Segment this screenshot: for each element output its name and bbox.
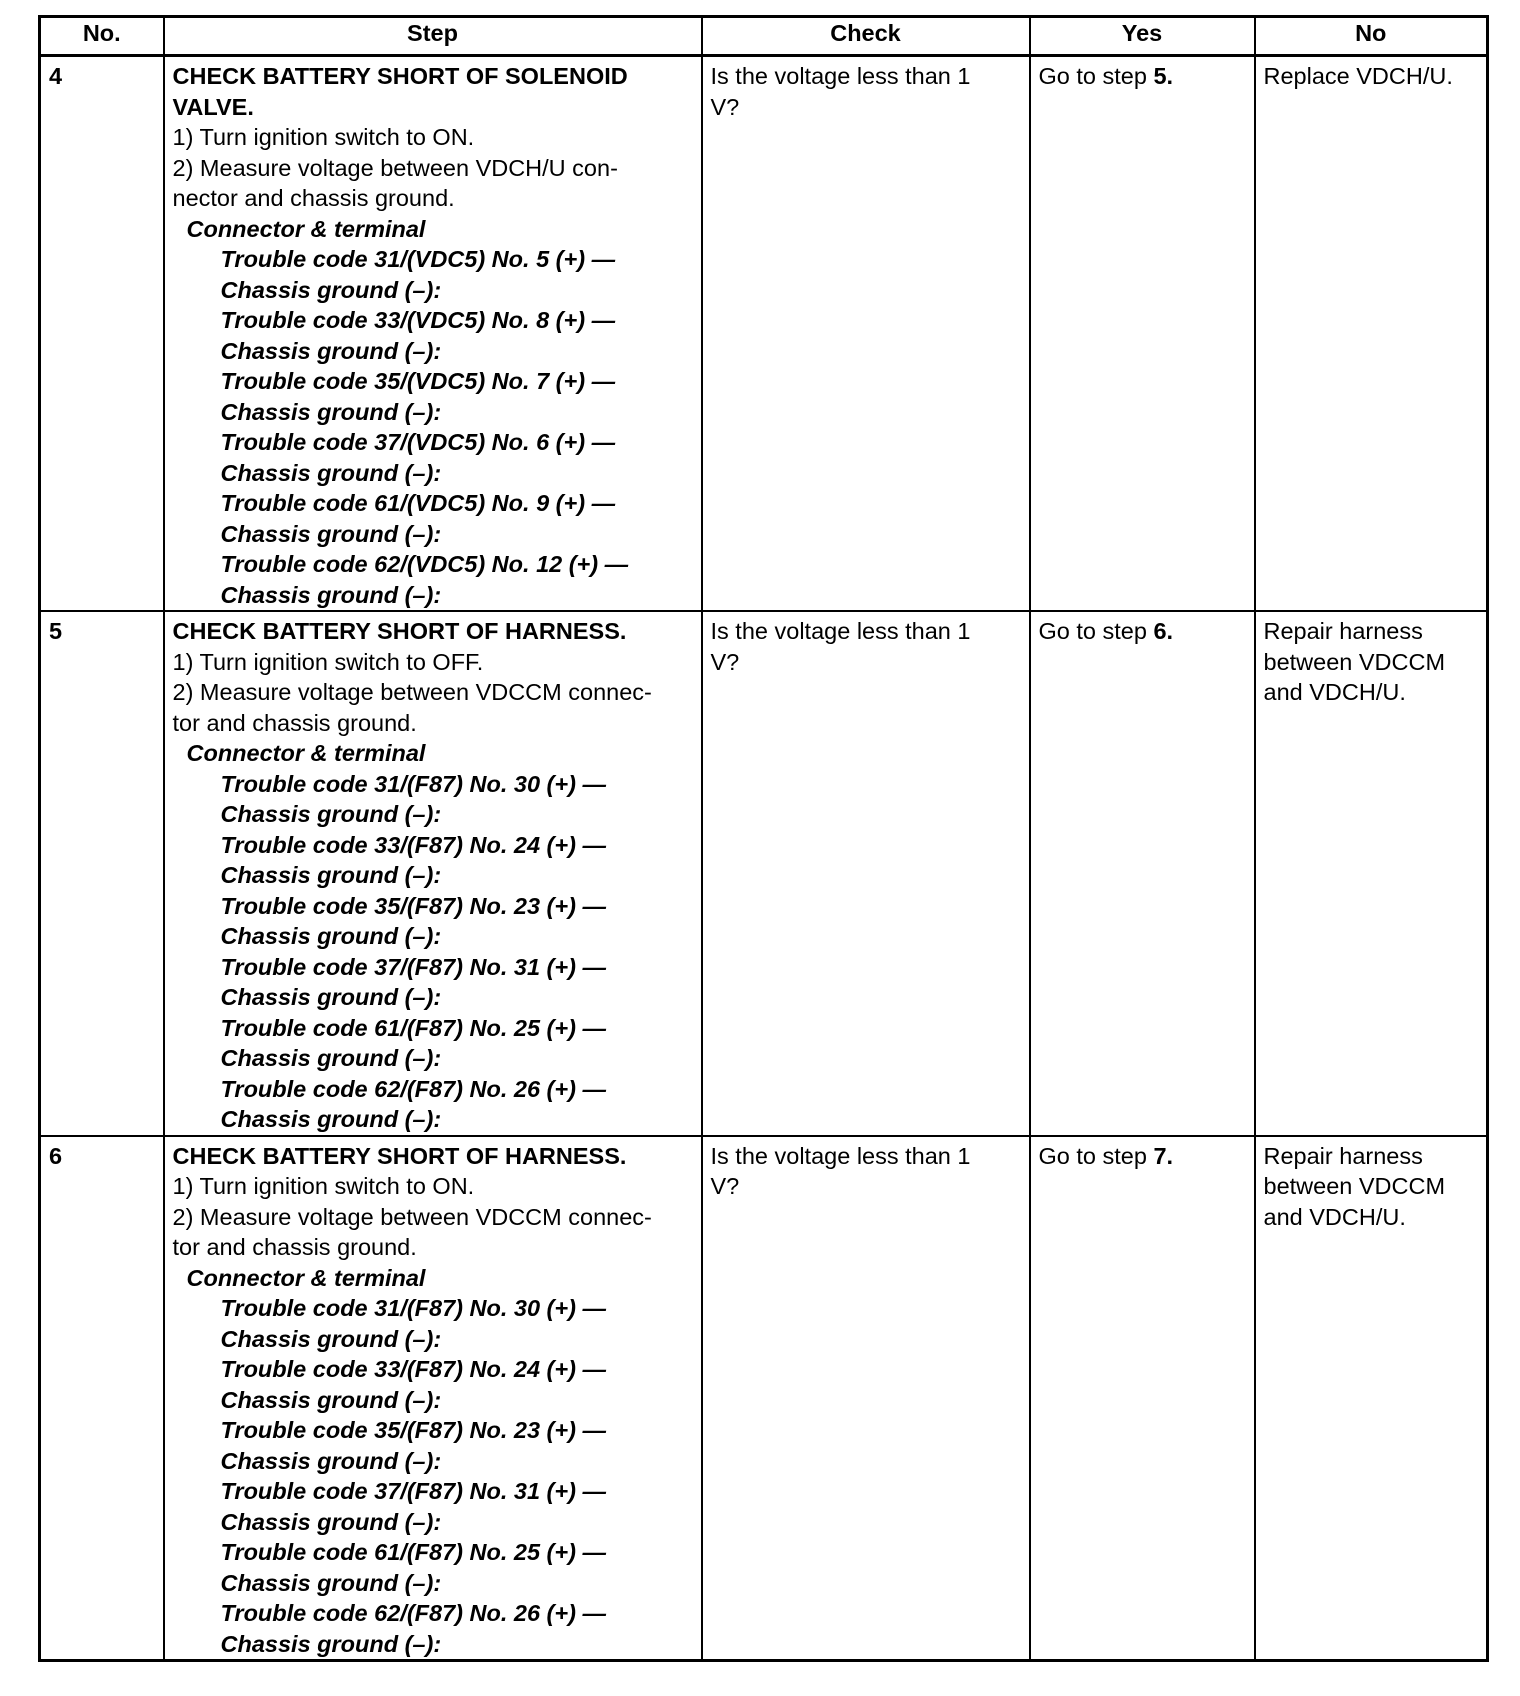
yes-cell: [1030, 1136, 1255, 1661]
no-cell: [1255, 611, 1488, 1136]
check-line: V?: [710, 93, 740, 120]
header-yes: Yes: [1030, 17, 1255, 56]
no-line: and VDCH/U.: [1263, 1203, 1406, 1230]
header-check: Check: [702, 17, 1030, 56]
terminal-line: Trouble code 61/(VDC5) No. 9 (+) —: [220, 490, 616, 516]
terminal-line: Trouble code 62/(F87) No. 26 (+) —: [220, 1075, 606, 1102]
no-cell: [1255, 1136, 1488, 1661]
table-header: [40, 17, 1488, 56]
terminal-ground: Chassis ground (–):: [220, 337, 442, 364]
terminal-line: Trouble code 31/(F87) No. 30 (+) —: [220, 770, 606, 797]
step-number-cell: 5: [40, 611, 164, 1136]
terminal-line: Trouble code 61/(F87) No. 25 (+) —: [220, 1539, 606, 1565]
diagnostic-table: [38, 15, 1489, 1662]
instruction-line: 2) Measure voltage between VDCH/U con-: [172, 154, 618, 181]
no-line: Repair harness: [1263, 1142, 1423, 1169]
step-title: CHECK BATTERY SHORT OF HARNESS.: [172, 618, 627, 644]
terminal-ground: Chassis ground (–):: [220, 459, 442, 486]
terminal-line: Trouble code 35/(F87) No. 23 (+) —: [220, 892, 606, 919]
yes-cell: [1030, 56, 1255, 612]
terminal-ground: Chassis ground (–):: [220, 276, 442, 303]
yes-text: Go to step: [1038, 1142, 1154, 1169]
yes-cell: [1030, 611, 1255, 1136]
terminal-ground: Chassis ground (–):: [220, 1045, 442, 1071]
terminal-line: Trouble code 31/(F87) No. 30 (+) —: [220, 1295, 606, 1321]
step-cell: [164, 611, 702, 1136]
check-line: Is the voltage less than 1: [710, 618, 971, 644]
step-number-cell: 6: [40, 1136, 164, 1661]
terminal-line: Trouble code 35/(F87) No. 23 (+) —: [220, 1417, 606, 1443]
yes-text: Go to step: [1038, 63, 1154, 89]
terminal-ground: Chassis ground (–):: [220, 1386, 442, 1413]
check-line: V?: [710, 1173, 740, 1199]
no-line: Replace VDCH/U.: [1263, 63, 1453, 89]
no-cell: [1255, 56, 1488, 612]
terminal-line: Trouble code 33/(F87) No. 24 (+) —: [220, 831, 606, 858]
terminal-line: Trouble code 33/(VDC5) No. 8 (+) —: [220, 307, 616, 333]
instruction-line: nector and chassis ground.: [172, 185, 455, 211]
terminal-line: Trouble code 37/(F87) No. 31 (+) —: [220, 1478, 606, 1504]
instruction-line: 2) Measure voltage between VDCCM connec-: [172, 1203, 652, 1230]
no-line: and VDCH/U.: [1263, 679, 1406, 705]
terminal-ground: Chassis ground (–):: [220, 1569, 442, 1596]
terminal-ground: Chassis ground (–):: [220, 1508, 442, 1535]
table-row: [40, 56, 1488, 612]
terminal-ground: Chassis ground (–):: [220, 923, 442, 949]
no-line: Repair harness: [1263, 618, 1423, 644]
instruction-line: 1) Turn ignition switch to OFF.: [172, 648, 484, 675]
terminal-ground: Chassis ground (–):: [220, 581, 442, 608]
no-line: between VDCCM: [1263, 1173, 1446, 1199]
terminal-ground: Chassis ground (–):: [220, 984, 442, 1010]
table-row: [40, 611, 1488, 1136]
check-line: Is the voltage less than 1: [710, 63, 971, 89]
step-cell: [164, 1136, 702, 1661]
terminal-line: Trouble code 37/(F87) No. 31 (+) —: [220, 953, 606, 980]
terminal-ground: Chassis ground (–):: [220, 1106, 442, 1132]
check-line: Is the voltage less than 1: [710, 1142, 971, 1169]
terminal-ground: Chassis ground (–):: [220, 520, 442, 547]
terminal-line: Trouble code 35/(VDC5) No. 7 (+) —: [220, 368, 616, 394]
terminal-ground: Chassis ground (–):: [220, 1630, 442, 1657]
terminal-line: Trouble code 61/(F87) No. 25 (+) —: [220, 1014, 606, 1041]
table-body: [40, 56, 1488, 1661]
instruction-line: 1) Turn ignition switch to ON.: [172, 1173, 475, 1199]
yes-step-link: 7.: [1153, 1142, 1174, 1169]
connector-label: Connector & terminal: [186, 740, 426, 766]
terminal-line: Trouble code 37/(VDC5) No. 6 (+) —: [220, 429, 616, 455]
step-title: CHECK BATTERY SHORT OF SOLENOID: [172, 63, 628, 89]
check-cell: [702, 611, 1030, 1136]
terminal-ground: Chassis ground (–):: [220, 1447, 442, 1474]
instruction-line: 1) Turn ignition switch to ON.: [172, 124, 475, 150]
check-cell: [702, 56, 1030, 612]
terminal-ground: Chassis ground (–):: [220, 801, 442, 827]
step-title: VALVE.: [172, 93, 254, 120]
no-line: between VDCCM: [1263, 648, 1446, 675]
terminal-line: Trouble code 62/(F87) No. 26 (+) —: [220, 1600, 606, 1626]
connector-label: Connector & terminal: [186, 1264, 426, 1291]
connector-label: Connector & terminal: [186, 215, 426, 242]
yes-step-link: 6.: [1153, 618, 1174, 644]
check-line: V?: [710, 648, 740, 675]
check-cell: [702, 1136, 1030, 1661]
instruction-line: tor and chassis ground.: [172, 709, 417, 736]
table-row: [40, 1136, 1488, 1661]
terminal-ground: Chassis ground (–):: [220, 1325, 442, 1352]
yes-step-link: 5.: [1153, 63, 1174, 89]
terminal-ground: Chassis ground (–):: [220, 398, 442, 425]
terminal-line: Trouble code 33/(F87) No. 24 (+) —: [220, 1356, 606, 1382]
step-number-cell: 4: [40, 56, 164, 612]
header-no: No.: [40, 17, 164, 56]
header-no-result: No: [1255, 17, 1488, 56]
terminal-ground: Chassis ground (–):: [220, 862, 442, 888]
terminal-line: Trouble code 31/(VDC5) No. 5 (+) —: [220, 246, 616, 272]
yes-text: Go to step: [1038, 618, 1154, 644]
instruction-line: tor and chassis ground.: [172, 1234, 417, 1260]
header-step: Step: [164, 17, 702, 56]
step-title: CHECK BATTERY SHORT OF HARNESS.: [172, 1142, 627, 1169]
instruction-line: 2) Measure voltage between VDCCM connec-: [172, 679, 652, 705]
terminal-line: Trouble code 62/(VDC5) No. 12 (+) —: [220, 551, 629, 577]
step-cell: [164, 56, 702, 612]
header-row: [40, 17, 1488, 56]
